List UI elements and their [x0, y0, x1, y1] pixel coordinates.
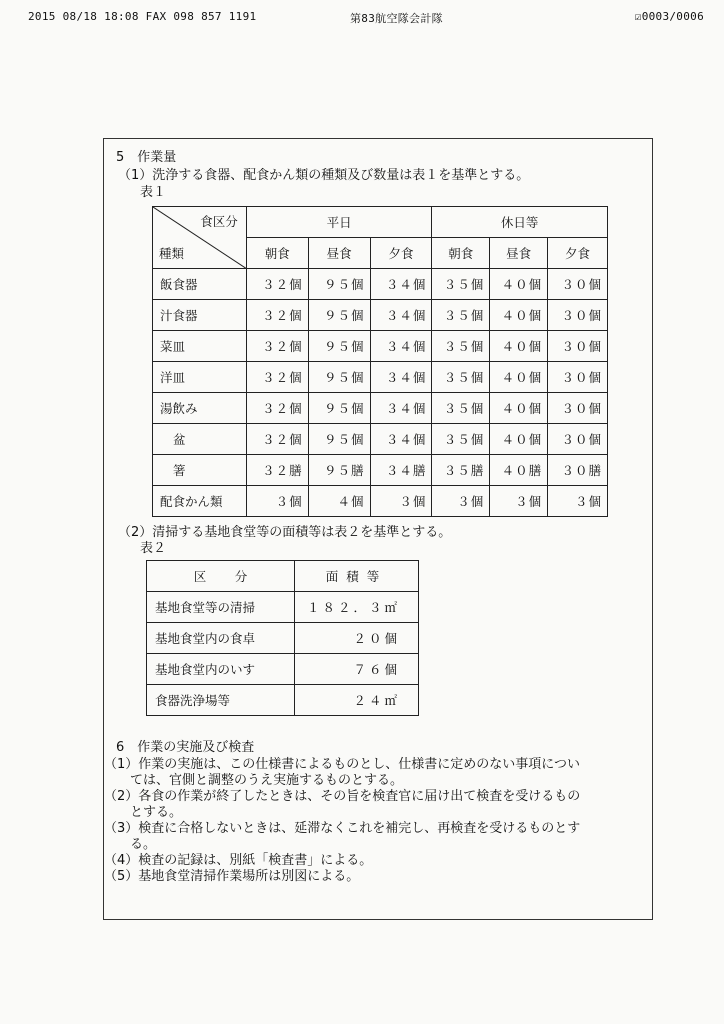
table-cell: ２０個	[295, 623, 419, 654]
table-row	[153, 393, 608, 424]
table-cell: ９５個	[308, 362, 370, 393]
section6-title: 6 作業の実施及び検査	[116, 740, 255, 755]
table-cell: ３個	[432, 486, 490, 517]
row-label: 飯食器	[153, 269, 247, 300]
table-cell: ３４個	[370, 269, 432, 300]
table-cell: ４個	[308, 486, 370, 517]
table-cell: ２４㎡	[295, 685, 419, 716]
table-cell: ４０個	[490, 269, 548, 300]
row-label: 箸	[153, 455, 247, 486]
row-label: 盆	[153, 424, 247, 455]
table-row	[153, 331, 608, 362]
table-cell: ３４個	[370, 393, 432, 424]
table-row	[147, 654, 419, 685]
table-row	[147, 592, 419, 623]
table-cell: ３４個	[370, 424, 432, 455]
table1-caption: 表１	[140, 185, 167, 200]
table-cell: ４０個	[490, 300, 548, 331]
table-cell: ４０個	[490, 362, 548, 393]
table-row	[153, 486, 608, 517]
table-cell: ３２個	[246, 300, 308, 331]
table-cell: ３５個	[432, 424, 490, 455]
table-cell: ３０個	[548, 393, 608, 424]
table1-corner-cell	[153, 207, 247, 269]
section6-line: （2）各食の作業が終了したときは、その旨を検査官に届け出て検査を受けるもの	[104, 789, 581, 804]
fax-header	[28, 6, 704, 26]
table-cell: ３０個	[548, 269, 608, 300]
table-cell: ３０個	[548, 331, 608, 362]
table-row	[147, 623, 419, 654]
section6-line: （1）作業の実施は、この仕様書によるものとし、仕様書に定めのない事項につい	[104, 757, 581, 772]
meal-header: 朝食	[246, 238, 308, 269]
section5-item1: （1）洗浄する食器、配食かん類の種類及び数量は表１を基準とする。	[118, 168, 530, 183]
meal-header: 昼食	[490, 238, 548, 269]
table-row	[153, 300, 608, 331]
table-row	[153, 455, 608, 486]
table-cell: ３５膳	[432, 455, 490, 486]
row-label: 菜皿	[153, 331, 247, 362]
corner-meal-label: 食区分	[200, 214, 238, 229]
group-header-weekday: 平日	[246, 207, 432, 238]
table-cell: ３２膳	[246, 455, 308, 486]
table-cell: ３４膳	[370, 455, 432, 486]
table-cell: ９５個	[308, 424, 370, 455]
table-row	[153, 362, 608, 393]
row-label: 基地食堂内の食卓	[147, 623, 295, 654]
table-cell: ３５個	[432, 269, 490, 300]
table-cell: ３４個	[370, 362, 432, 393]
table1	[152, 206, 608, 517]
table-row	[147, 685, 419, 716]
row-label: 配食かん類	[153, 486, 247, 517]
table-cell: ３５個	[432, 393, 490, 424]
table-cell: ３２個	[246, 362, 308, 393]
section5-item2: （2）清掃する基地食堂等の面積等は表２を基準とする。	[118, 525, 452, 540]
row-label: 汁食器	[153, 300, 247, 331]
table-cell: ３２個	[246, 331, 308, 362]
table-cell: ３個	[246, 486, 308, 517]
corner-type-label: 種類	[159, 246, 185, 261]
table-cell: ３０個	[548, 362, 608, 393]
fax-header-page: ☑0003/0006	[634, 10, 704, 23]
table-cell: ９５個	[308, 393, 370, 424]
table-cell: ３５個	[432, 331, 490, 362]
section6-line: ては、官側と調整のうえ実施するものとする。	[104, 773, 404, 788]
table-cell: ３個	[548, 486, 608, 517]
table-cell: ３個	[490, 486, 548, 517]
table-cell: ３０個	[548, 300, 608, 331]
table-cell: ９５膳	[308, 455, 370, 486]
meal-header: 夕食	[548, 238, 608, 269]
row-label: 湯飲み	[153, 393, 247, 424]
table2-caption: 表２	[140, 541, 167, 556]
table-cell: ４０個	[490, 424, 548, 455]
section6-line: （5）基地食堂清掃作業場所は別図による。	[104, 869, 360, 884]
meal-header: 夕食	[370, 238, 432, 269]
table-row	[153, 269, 608, 300]
section6-line: （3）検査に合格しないときは、延滞なくこれを補完し、再検査を受けるものとす	[104, 821, 581, 836]
table2-header-area: 面積等	[295, 561, 419, 592]
table-cell: ３２個	[246, 393, 308, 424]
table-cell: ３２個	[246, 424, 308, 455]
table-cell: ３５個	[432, 300, 490, 331]
table-cell: ９５個	[308, 300, 370, 331]
table2-header-category: 区 分	[147, 561, 295, 592]
fax-header-left: 2015 08/18 18:08 FAX 098 857 1191	[28, 10, 257, 23]
table-cell: ３４個	[370, 331, 432, 362]
section6-line: る。	[104, 837, 157, 852]
table-cell: ３個	[370, 486, 432, 517]
table-cell: ４０膳	[490, 455, 548, 486]
row-label: 基地食堂内のいす	[147, 654, 295, 685]
table-cell: ４０個	[490, 331, 548, 362]
table-cell: ７６個	[295, 654, 419, 685]
table-cell: ３０個	[548, 424, 608, 455]
table-cell: ９５個	[308, 269, 370, 300]
row-label: 洋皿	[153, 362, 247, 393]
table-row	[153, 424, 608, 455]
table-cell: ９５個	[308, 331, 370, 362]
section6-line: （4）検査の記録は、別紙「検査書」による。	[104, 853, 373, 868]
section5-title: 5 作業量	[116, 150, 177, 165]
table-cell: １８２．３㎡	[295, 592, 419, 623]
table-cell: ３５個	[432, 362, 490, 393]
group-header-holiday: 休日等	[432, 207, 608, 238]
section6-line: とする。	[104, 805, 183, 820]
table2	[146, 560, 419, 716]
table-cell: ４０個	[490, 393, 548, 424]
row-label: 食器洗浄場等	[147, 685, 295, 716]
fax-header-sender: 第83航空隊会計隊	[350, 12, 443, 25]
table-cell: ３４個	[370, 300, 432, 331]
meal-header: 昼食	[308, 238, 370, 269]
table-cell: ３０膳	[548, 455, 608, 486]
row-label: 基地食堂等の清掃	[147, 592, 295, 623]
meal-header: 朝食	[432, 238, 490, 269]
table-cell: ３２個	[246, 269, 308, 300]
